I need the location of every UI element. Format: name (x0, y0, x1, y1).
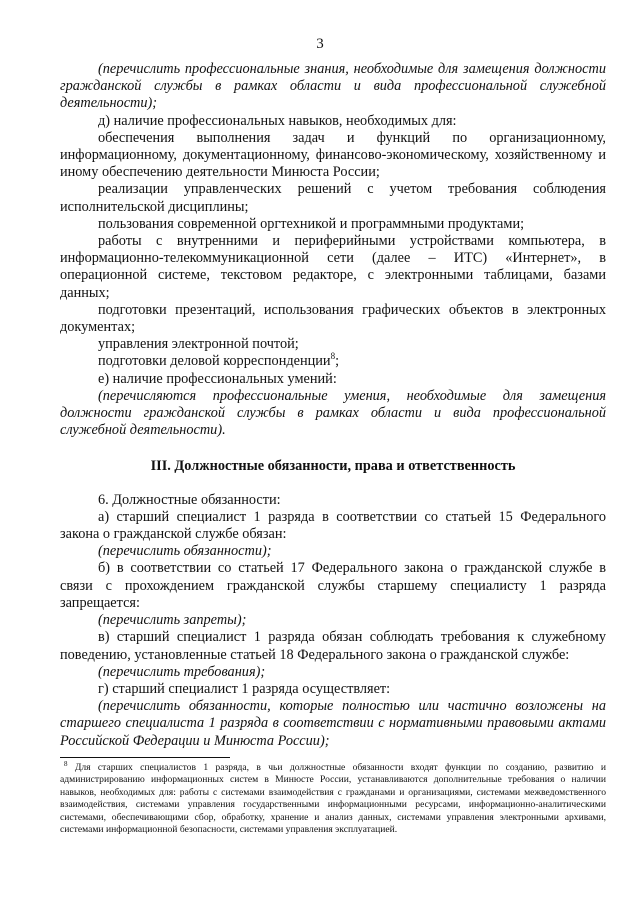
paragraph (60, 130, 606, 182)
section-heading (60, 458, 606, 475)
paragraph-text: (перечислить профессиональные знания, необходимые для замещения должности гражданской службы в рамках области и вида профессиональной служебной деятельности); (60, 61, 606, 112)
paragraph-text: (перечислить обязанности); (98, 543, 272, 560)
paragraph-text: (перечислить запреты); (98, 612, 247, 629)
document-body (60, 61, 606, 750)
paragraph (60, 629, 606, 663)
paragraph (60, 233, 606, 302)
paragraph-text: д) наличие профессиональных навыков, необходимых для: (98, 112, 457, 129)
paragraph-tail: ; (335, 353, 340, 370)
footnote-separator (60, 757, 230, 758)
paragraph-text: б) в соответствии со статьей 17 Федерального закона о гражданской службе в связи с прохождением гражданской службы старшему специалисту 1 разряда запрещается: (60, 560, 606, 611)
paragraph (60, 216, 606, 233)
footnote (60, 759, 606, 836)
paragraph (60, 181, 606, 215)
paragraph (60, 388, 606, 440)
paragraph (60, 371, 606, 388)
paragraph (60, 302, 606, 336)
paragraph-text: (перечислить требования); (98, 663, 266, 680)
footnote-reference: 8 (330, 351, 336, 362)
paragraph (60, 509, 606, 543)
paragraph-text: подготовки презентаций, использования графических объектов в электронных документах; (60, 301, 606, 336)
paragraph-text: а) старший специалист 1 разряда в соответствии со статьей 15 Федерального закона о гражданской службе обязан: (60, 508, 606, 543)
paragraph-text: в) старший специалист 1 разряда обязан соблюдать требования к служебному поведению, установленные статьей 18 Федерального закона о гражданской службе: (60, 629, 606, 663)
paragraph-text: III. Должностные обязанности, права и ответственность (150, 458, 516, 475)
paragraph-text: работы с внутренними и периферийными устройствами компьютера, в информационно-телекоммуникационной сети (далее – ИТС) «Интернет», в операционной системе, текстовом редакторе, с электронными таблицами, базами данных; (60, 233, 606, 301)
paragraph-text: (перечислить обязанности, которые полностью или частично возложены на старшего специалиста 1 разряда в соответствии с нормативными правовыми актами Российской Федерации и Минюста России); (60, 698, 606, 749)
paragraph (60, 113, 606, 130)
page-number: 3 (316, 36, 324, 52)
paragraph (60, 61, 606, 113)
footnote-text: Для старших специалистов 1 разряда, в чьи должностные обязанности входят функции по созданию, развитию и администрированию информационных систем в Минюсте России, устанавливаются дополнительные требования о наличии навыков, необходимых для: работы с системами взаимодействия с гражданами и организациями, системами межведомственного взаимодействия, системами управления государственными информационными ресурсами, информационно-аналитическими системами, обеспечивающими сбор, обработку, хранение и анализ данных, системами управления электронными архивами, системами информационной безопасности, системами управления эксплуатацией. (60, 762, 606, 836)
footnote-mark: 8 (64, 759, 68, 768)
paragraph (60, 543, 606, 560)
paragraph-text: е) наличие профессиональных умений: (98, 370, 337, 387)
paragraph (60, 612, 606, 629)
paragraph (60, 353, 606, 370)
paragraph (60, 492, 606, 509)
paragraph-text: (перечисляются профессиональные умения, необходимые для замещения должности гражданской службы в рамках области и вида профессиональной служебной деятельности). (60, 387, 606, 439)
paragraph-text: реализации управленческих решений с учетом требования соблюдения исполнительской дисциплины; (60, 181, 606, 215)
paragraph (60, 698, 606, 750)
paragraph-text: 6. Должностные обязанности: (98, 491, 281, 508)
paragraph (60, 560, 606, 612)
paragraph-text: обеспечения выполнения задач и функций по организационному, информационному, документационному, финансово-экономическому, хозяйственному и иному обеспечению деятельности Минюста России; (60, 129, 606, 181)
paragraph (60, 664, 606, 681)
paragraph-text: подготовки деловой корреспонденции (98, 353, 331, 370)
paragraph-text: г) старший специалист 1 разряда осуществляет: (98, 680, 391, 697)
paragraph-text: управления электронной почтой; (98, 336, 299, 353)
paragraph (60, 681, 606, 698)
paragraph-text: пользования современной оргтехникой и программными продуктами; (98, 215, 525, 232)
